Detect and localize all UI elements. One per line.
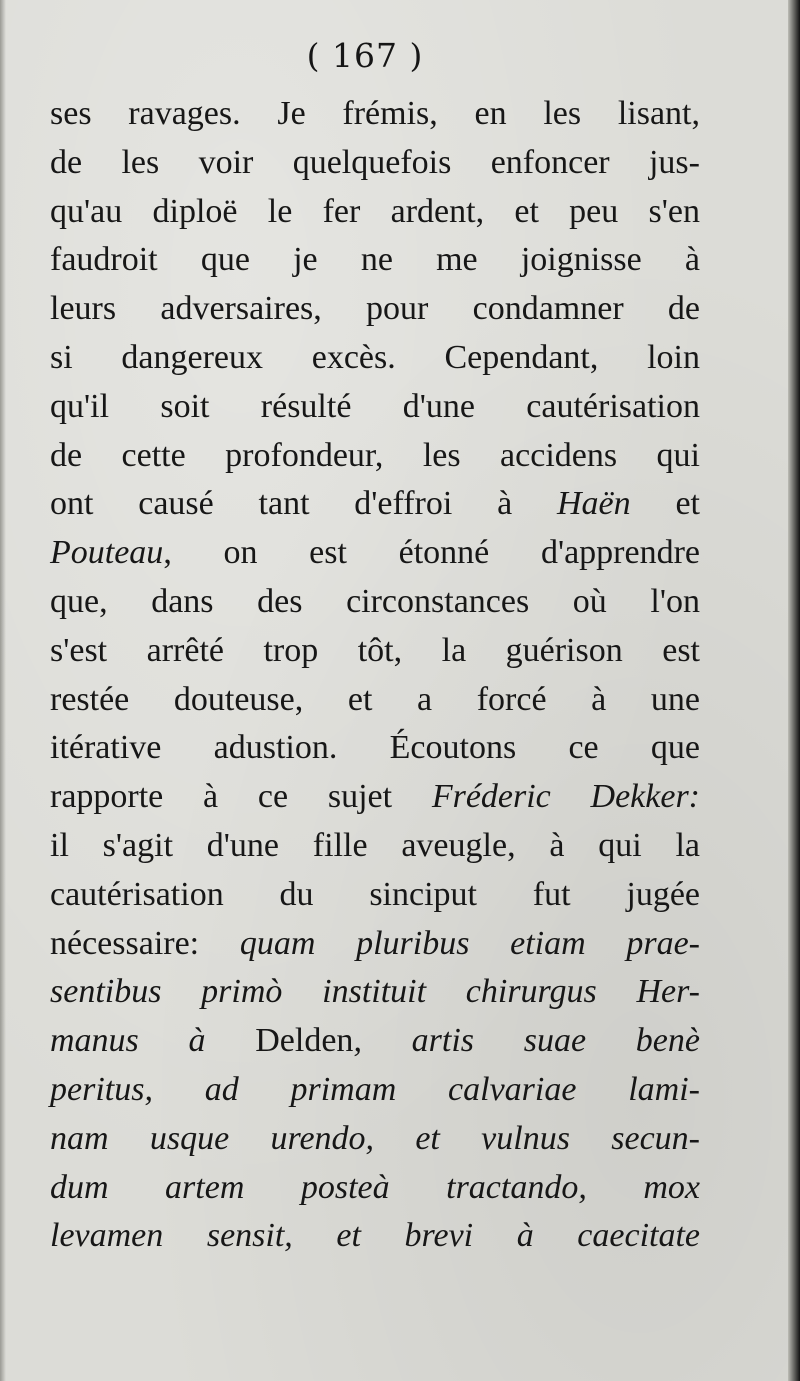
- roman-text: que, dans des circonstances où l'on: [50, 582, 700, 620]
- page-left-edge: [0, 0, 6, 1381]
- roman-text: Delden: [255, 1022, 354, 1060]
- roman-text: , on est étonné d'apprendre: [163, 534, 700, 572]
- roman-text: nécessaire:: [50, 924, 240, 962]
- text-line: [50, 188, 700, 237]
- text-line: [50, 334, 700, 383]
- italic-text: dum artem posteà tractando, mox: [50, 1168, 700, 1206]
- text-line: [50, 871, 700, 920]
- italic-text: sentibus primò instituit chirurgus Her-: [50, 973, 700, 1011]
- italic-text: , artis suae benè: [353, 1022, 700, 1060]
- text-line: [50, 480, 700, 529]
- text-line: [50, 285, 700, 334]
- text-line: [50, 236, 700, 285]
- body-text: [50, 90, 700, 1261]
- text-line: [50, 1164, 700, 1213]
- text-line: [50, 724, 700, 773]
- roman-text: restée douteuse, et a forcé à une: [50, 680, 700, 718]
- italic-text: nam usque urendo, et vulnus secun-: [50, 1119, 700, 1157]
- roman-text: et: [630, 485, 700, 523]
- text-line: [50, 920, 700, 969]
- text-line: [50, 968, 700, 1017]
- text-line: [50, 1212, 700, 1261]
- roman-text: qu'il soit résulté d'une cautérisation: [50, 387, 700, 425]
- italic-text: peritus, ad primam calvariae lami-: [50, 1070, 700, 1108]
- text-line: [50, 627, 700, 676]
- roman-text: si dangereux excès. Cependant, loin: [50, 338, 700, 376]
- roman-text: qu'au diploë le fer ardent, et peu s'en: [50, 192, 700, 230]
- roman-text: cautérisation du sinciput fut jugée: [50, 875, 700, 913]
- text-line: [50, 773, 700, 822]
- page-number: ( 167 ): [306, 36, 424, 75]
- roman-text: il s'agit d'une fille aveugle, à qui la: [50, 826, 700, 864]
- roman-text: de les voir quelquefois enfoncer jus-: [50, 143, 700, 181]
- text-line: [50, 1115, 700, 1164]
- text-line: [50, 676, 700, 725]
- roman-text: leurs adversaires, pour condamner de: [50, 290, 700, 328]
- italic-text: Fréderic Dekker:: [431, 778, 700, 816]
- italic-text: Pouteau: [50, 534, 164, 572]
- italic-text: levamen sensit, et brevi à caecitate: [50, 1217, 700, 1255]
- italic-text: quam pluribus etiam prae-: [239, 924, 700, 962]
- roman-text: ont causé tant d'effroi à: [50, 485, 557, 523]
- text-line: [50, 90, 700, 139]
- italic-text: manus à: [50, 1022, 256, 1060]
- roman-text: ses ravages. Je frémis, en les lisant,: [50, 95, 700, 132]
- text-line: [50, 529, 700, 578]
- text-line: [50, 578, 700, 627]
- text-line: [50, 139, 700, 188]
- roman-text: rapporte à ce sujet: [50, 778, 432, 816]
- roman-text: itérative adustion. Écoutons ce que: [50, 729, 700, 767]
- roman-text: faudroit que je ne me joignisse à: [50, 241, 700, 279]
- page-right-edge: [788, 0, 800, 1381]
- text-line: [50, 822, 700, 871]
- text-line: [50, 1017, 700, 1066]
- roman-text: s'est arrêté trop tôt, la guérison est: [50, 631, 700, 669]
- roman-text: de cette profondeur, les accidens qui: [50, 436, 700, 474]
- text-line: [50, 383, 700, 432]
- text-line: [50, 432, 700, 481]
- text-line: [50, 1066, 700, 1115]
- italic-text: Haën: [557, 485, 631, 523]
